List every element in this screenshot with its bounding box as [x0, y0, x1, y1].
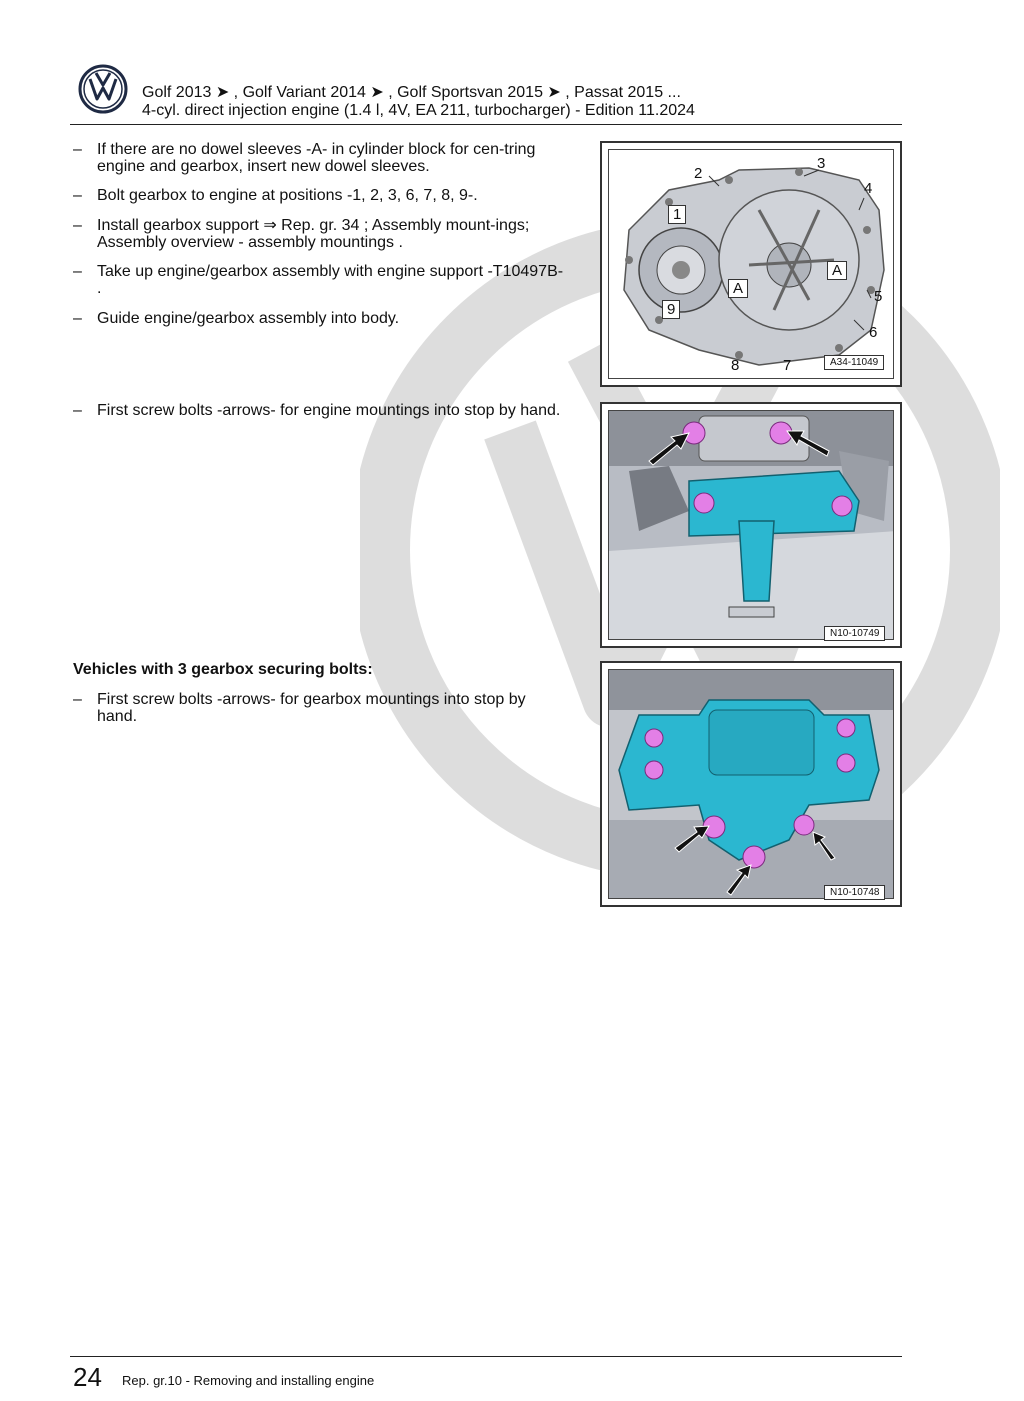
callout-2: 2	[694, 165, 703, 182]
callout-1: 1	[668, 205, 686, 224]
figure-gearbox-mounting	[600, 661, 902, 907]
figure-engine-mounting	[600, 402, 902, 648]
gearbox-illustration	[609, 150, 894, 379]
callout-5: 5	[874, 288, 883, 305]
figure-image	[608, 669, 894, 899]
step-text: Bolt gearbox to engine at positions -1, 2, 3, 6, 7, 8, 9-.	[97, 187, 478, 204]
callout-3: 3	[817, 155, 826, 172]
callout-a-right: A	[827, 261, 847, 280]
step-text: Install gearbox support ⇒ Rep. gr. 34 ; Assembly mount-ings; Assembly overview - assembly mountings .	[97, 217, 530, 251]
step-text: Take up engine/gearbox assembly with engine support -T10497B- .	[97, 263, 564, 297]
step-text: If there are no dowel sleeves -A- in cylinder block for cen-tring engine and gearbox, insert new dowel sleeves.	[97, 141, 536, 175]
engine-mount-illustration	[609, 411, 894, 640]
dash: –	[73, 141, 82, 158]
page-number: 24	[73, 1362, 102, 1392]
figure-gearbox	[600, 141, 902, 387]
callout-a-left: A	[728, 279, 748, 298]
footer-chapter: Rep. gr.10 - Removing and installing engine	[122, 1373, 375, 1388]
figure-code: A34-11049	[824, 355, 884, 370]
step-text: First screw bolts -arrows- for gearbox mountings into stop by hand.	[97, 691, 526, 725]
gearbox-mount-illustration	[609, 670, 894, 899]
footer-rule	[70, 1356, 902, 1357]
figure-image	[608, 410, 894, 640]
header-engine: 4-cyl. direct injection engine (1.4 l, 4V, EA 211, turbocharger) - Edition 11.2024	[142, 102, 695, 119]
dash: –	[73, 217, 82, 234]
figure-code: N10-10749	[824, 626, 885, 641]
callout-9: 9	[662, 300, 680, 319]
dash: –	[73, 187, 82, 204]
step-text: First screw bolts -arrows- for engine mountings into stop by hand.	[97, 402, 561, 419]
dash: –	[73, 310, 82, 327]
header-models: Golf 2013 ➤ , Golf Variant 2014 ➤ , Golf Sportsvan 2015 ➤ , Passat 2015 ...	[142, 84, 681, 101]
vw-logo-icon	[78, 64, 128, 114]
dash: –	[73, 402, 82, 419]
dash: –	[73, 691, 82, 708]
header-rule	[70, 124, 902, 125]
callout-7: 7	[783, 357, 792, 374]
callout-8: 8	[731, 357, 740, 374]
callout-6: 6	[869, 324, 878, 341]
callout-4: 4	[864, 180, 873, 197]
section-heading: Vehicles with 3 gearbox securing bolts:	[73, 661, 373, 678]
step-text: Guide engine/gearbox assembly into body.	[97, 310, 400, 327]
dash: –	[73, 263, 82, 280]
figure-code: N10-10748	[824, 885, 885, 900]
figure-image	[608, 149, 894, 379]
